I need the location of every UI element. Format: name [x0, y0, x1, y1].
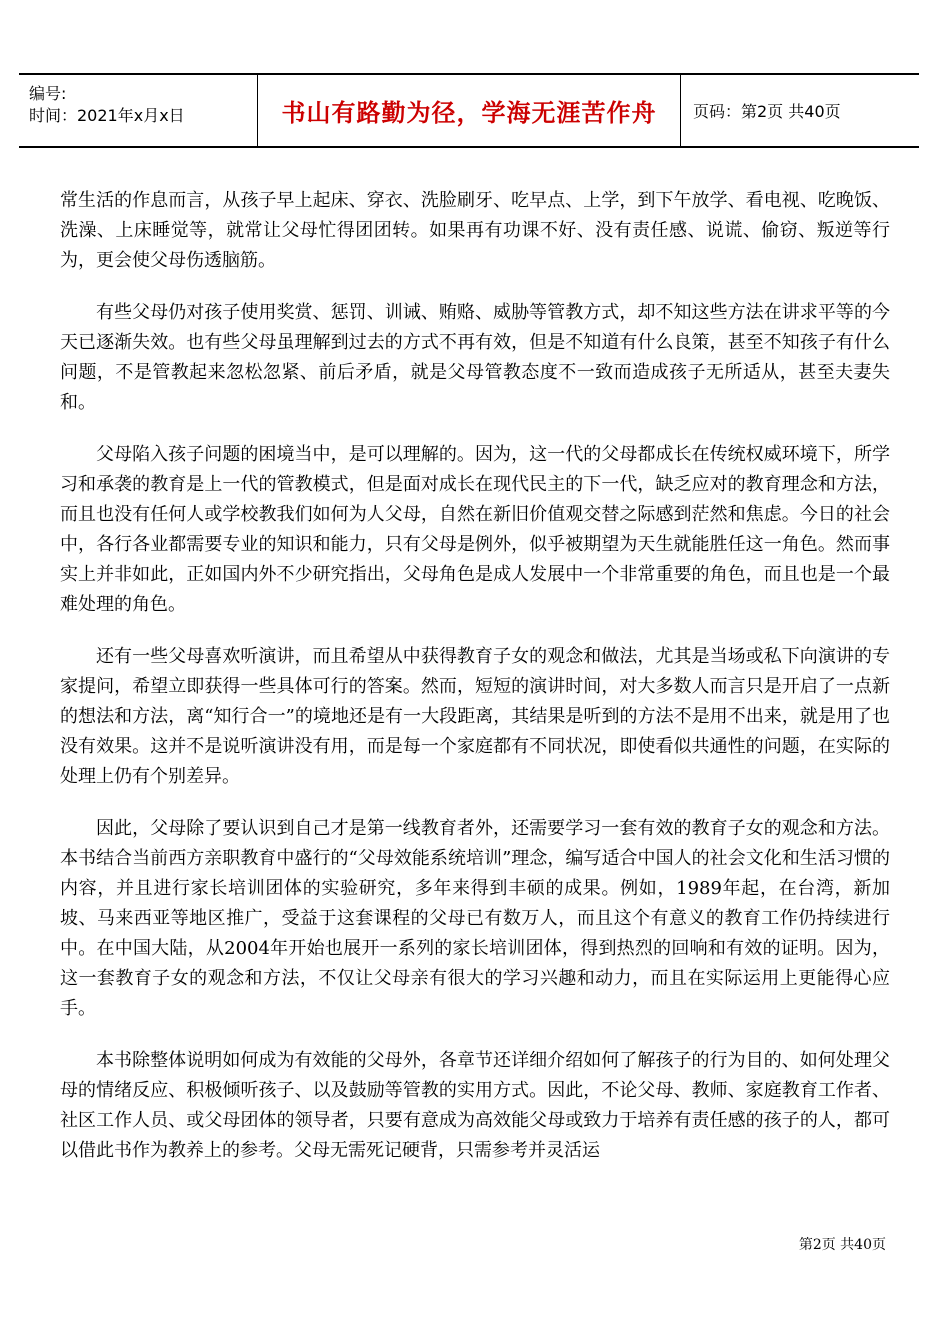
header-meta: [19, 75, 257, 146]
document-time-label: 时间：2021年x月x日: [29, 106, 185, 125]
header-page-info: 页码：第2页 共40页: [693, 102, 841, 121]
paragraph: 常生活的作息而言，从孩子早上起床、穿衣、洗脸刷牙、吃早点、上学，到下午放学、看电视、吃晚饭、洗澡、上床睡觉等，就常让父母忙得团团转。如果再有功课不好、没有责任感、说谎、偷窃、叛逆等行为，更会使父母伤透脑筋。: [60, 190, 890, 271]
paragraph: 本书除整体说明如何成为有效能的父母外，各章节还详细介绍如何了解孩子的行为目的、如何处理父母的情绪反应、积极倾听孩子、以及鼓励等管教的实用方式。因此，不论父母、教师、家庭教育工作者、社区工作人员、或父母团体的领导者，只要有意成为高效能父母或致力于培养有责任感的孩子的人，都可以借此书作为教养上的参考。父母无需死记硬背，只需参考并灵活运: [60, 1050, 890, 1161]
page-header: [19, 73, 919, 148]
header-motto: 书山有路勤为径，学海无涯苦作舟: [257, 75, 681, 146]
paragraph: 父母陷入孩子问题的困境当中，是可以理解的。因为，这一代的父母都成长在传统权威环境下，所学习和承袭的教育是上一代的管教模式，但是面对成长在现代民主的下一代，缺乏应对的教育理念和方法，而且也没有任何人或学校教我们如何为人父母，自然在新旧价值观交替之际感到茫然和焦虑。今日的社会中，各行各业都需要专业的知识和能力，只有父母是例外，似乎被期望为天生就能胜任这一角色。然而事实上并非如此，正如国内外不少研究指出，父母角色是成人发展中一个非常重要的角色，而且也是一个最难处理的角色。: [60, 444, 890, 615]
page-footer: 第2页 共40页: [798, 1237, 886, 1253]
document-number-label: 编号:: [29, 84, 67, 103]
document-body: [60, 186, 890, 1188]
paragraph: 还有一些父母喜欢听演讲，而且希望从中获得教育子女的观念和做法，尤其是当场或私下向演讲的专家提问，希望立即获得一些具体可行的答案。然而，短短的演讲时间，对大多数人而言只是开启了一点新的想法和方法，离“知行合一”的境地还是有一大段距离，其结果是听到的方法不是用不出来，就是用了也没有效果。这并不是说听演讲没有用，而是每一个家庭都有不同状况，即使看似共通性的问题，在实际的处理上仍有个别差异。: [60, 646, 890, 787]
paragraph: 因此，父母除了要认识到自己才是第一线教育者外，还需要学习一套有效的教育子女的观念和方法。本书结合当前西方亲职教育中盛行的“父母效能系统培训”理念，编写适合中国人的社会文化和生活习惯的内容，并且进行家长培训团体的实验研究，多年来得到丰硕的成果。例如，1989年起，在台湾，新加坡、马来西亚等地区推广，受益于这套课程的父母已有数万人，而且这个有意义的教育工作仍持续进行中。在中国大陆，从2004年开始也展开一系列的家长培训团体，得到热烈的回响和有效的证明。因为，这一套教育子女的观念和方法，不仅让父母亲有很大的学习兴趣和动力，而且在实际运用上更能得心应手。: [60, 818, 890, 1019]
paragraph: 有些父母仍对孩子使用奖赏、惩罚、训诫、贿赂、威胁等管教方式，却不知这些方法在讲求平等的今天已逐渐失效。也有些父母虽理解到过去的方式不再有效，但是不知道有什么良策，甚至不知孩子有什么问题，不是管教起来忽松忽紧、前后矛盾，就是父母管教态度不一致而造成孩子无所适从，甚至夫妻失和。: [60, 302, 890, 413]
